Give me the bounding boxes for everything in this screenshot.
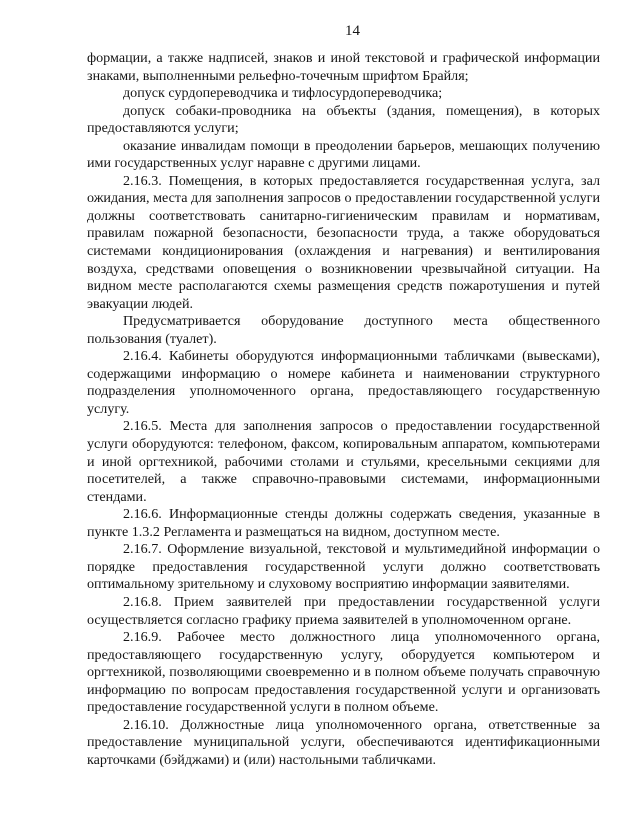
paragraph: 2.16.3. Помещения, в которых предоставляется государственная услуга, зал ожидания, места для заполнения запросов о предоставлении государственной услуги должны соответствовать санитарно-гигиеническим правилам и нормативам, правилам пожарной безопасности, безопасности труда, а также оборудоваться системами кондиционирования (охлаждения и нагревания) и вентилирования воздуха, средствами оповещения о возникновении чрезвычайной ситуации. На видном месте располагаются схемы размещения средств пожаротушения и путей эвакуации людей.: [87, 172, 600, 312]
paragraph: 2.16.7. Оформление визуальной, текстовой и мультимедийной информации о порядке предоставления государственной услуги должно соответствовать оптимальному зрительному и слуховому восприятию информации заявителями.: [87, 541, 600, 593]
document-body: [87, 50, 600, 769]
paragraph: 2.16.10. Должностные лица уполномоченного органа, ответственные за предоставление муниципальной услуги, обеспечиваются идентификационными карточками (бэйджами) и (или) настольными табличками.: [87, 716, 600, 768]
paragraph: Предусматривается оборудование доступного места общественного пользования (туалет).: [87, 313, 600, 347]
paragraph: 2.16.6. Информационные стенды должны содержать сведения, указанные в пункте 1.3.2 Регламента и размещаться на видном, доступном месте.: [87, 506, 600, 540]
paragraph: 2.16.8. Прием заявителей при предоставлении государственной услуги осуществляется согласно графику приема заявителей в уполномоченном органе.: [87, 593, 600, 628]
paragraph: допуск собаки-проводника на объекты (здания, помещения), в которых предоставляются услуги;: [87, 102, 600, 137]
paragraph: допуск сурдопереводчика и тифлосурдопереводчика;: [123, 85, 443, 102]
paragraph: оказание инвалидам помощи в преодолении барьеров, мешающих получению ими государственных услуг наравне с другими лицами.: [87, 137, 600, 172]
paragraph: 2.16.9. Рабочее место должностного лица уполномоченного органа, предоставляющего государственную услугу, оборудуется компьютером и оргтехникой, позволяющими своевременно и в полном объеме получать справочную информацию по вопросам предоставления государственной услуги и организовать предоставление государственной услуги в полном объеме.: [87, 629, 600, 716]
paragraph: 2.16.5. Места для заполнения запросов о предоставлении государственной услуги оборудуются: телефоном, факсом, копировальным аппаратом, компьютерами и иной оргтехникой, рабочими столами и стульями, кресельными секциями для посетителей, а также справочно-правовыми системами, информационными стендами.: [87, 418, 600, 505]
page-number: 14: [345, 23, 360, 39]
paragraph: формации, а также надписей, знаков и иной текстовой и графической информации знаками, выполненными рельефно-точечным шрифтом Брайля;: [87, 50, 600, 84]
paragraph: 2.16.4. Кабинеты оборудуются информационными табличками (вывесками), содержащими информацию о номере кабинета и наименовании структурного подразделения уполномоченного органа, предоставляющего государственную услугу.: [87, 348, 600, 417]
